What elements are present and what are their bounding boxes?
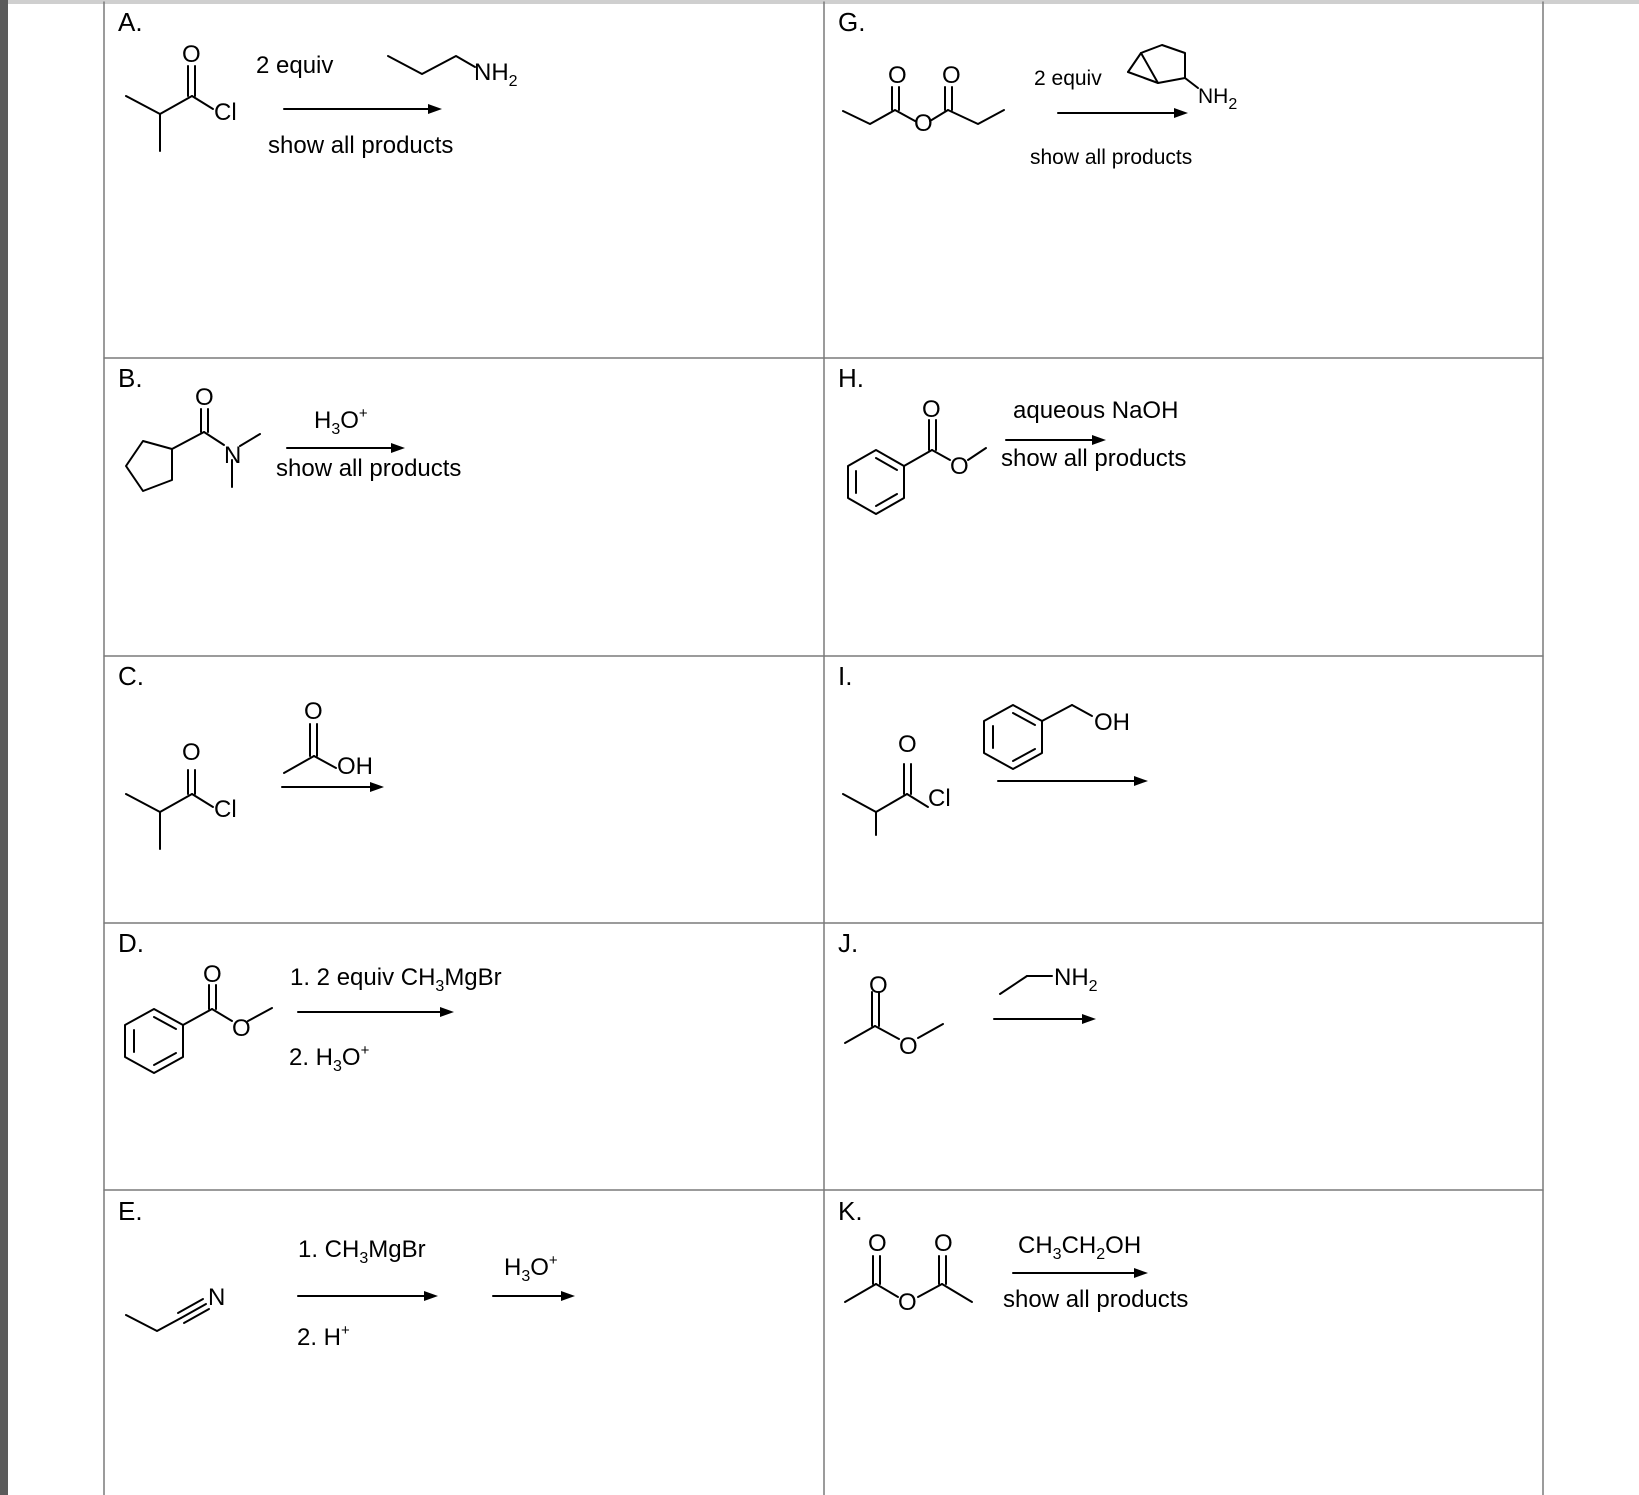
problem-k bbox=[838, 1196, 1188, 1316]
step-two: 2. $H_3O^+$ bbox=[289, 1042, 370, 1075]
problem-label: I. bbox=[838, 661, 853, 691]
reaction-arrow bbox=[282, 782, 384, 792]
structure-methyl-benzoate bbox=[848, 396, 986, 514]
atom-nitrogen: N bbox=[208, 1284, 226, 1311]
reaction-arrow bbox=[1058, 108, 1188, 118]
reaction-arrow bbox=[298, 1007, 454, 1017]
problem-g bbox=[838, 7, 1237, 169]
reaction-arrow bbox=[284, 104, 442, 114]
structure-isobutyryl-chloride bbox=[126, 41, 237, 151]
problem-label: D. bbox=[118, 928, 144, 958]
reaction-arrow bbox=[287, 443, 405, 453]
structure-acetic-acid bbox=[284, 698, 373, 780]
structure-methyl-acetate bbox=[845, 972, 943, 1060]
problem-d bbox=[118, 928, 502, 1075]
reaction-arrow bbox=[994, 1014, 1096, 1024]
condition-text: show all products bbox=[268, 132, 454, 159]
atom-oxygen: O bbox=[899, 1033, 918, 1060]
reaction-arrow bbox=[298, 1291, 438, 1301]
atom-oxygen: O bbox=[195, 384, 214, 411]
problem-label: K. bbox=[838, 1196, 863, 1226]
problem-label: E. bbox=[118, 1196, 143, 1226]
problem-label: J. bbox=[838, 928, 859, 958]
structure-isobutyryl-chloride bbox=[126, 739, 237, 849]
reaction-arrow-two bbox=[493, 1291, 575, 1301]
atom-nitrogen: N bbox=[224, 442, 242, 469]
reagent-hydronium: $H_3O^+$ bbox=[504, 1252, 558, 1285]
atom-oxygen: O bbox=[888, 62, 907, 89]
structure-acetic-anhydride bbox=[845, 1230, 972, 1316]
problem-i bbox=[838, 661, 1148, 835]
structure-propionitrile bbox=[126, 1284, 225, 1331]
problem-label: C. bbox=[118, 661, 144, 691]
problem-label: A. bbox=[118, 7, 143, 37]
atom-hydroxyl: OH bbox=[1094, 709, 1130, 736]
condition-text: show all products bbox=[1030, 146, 1193, 169]
problem-e bbox=[118, 1196, 575, 1351]
structure-ethylamine bbox=[1000, 964, 1098, 995]
problem-label: G. bbox=[838, 7, 866, 37]
problem-b bbox=[118, 363, 461, 491]
reaction-arrow bbox=[998, 776, 1148, 786]
amine-nh: $NH_2$ bbox=[474, 59, 518, 90]
structure-propylamine bbox=[388, 56, 518, 90]
reagent-amount: 2 equiv bbox=[1034, 67, 1102, 90]
atom-oxygen: O bbox=[922, 396, 941, 423]
reagent-hydronium: $H_3O^+$ bbox=[314, 405, 368, 438]
structure-methyl-benzoate bbox=[125, 961, 272, 1073]
problem-c bbox=[118, 661, 384, 849]
problem-a bbox=[118, 7, 518, 159]
problem-h bbox=[838, 363, 1186, 514]
structure-cyclopentylamine bbox=[1128, 45, 1237, 113]
atom-hydroxyl: OH bbox=[337, 753, 373, 780]
reagent-amount: 2 equiv bbox=[256, 52, 334, 79]
condition-text: show all products bbox=[1001, 445, 1187, 472]
atom-oxygen: O bbox=[942, 62, 961, 89]
step-one: 1. 2 equiv $CH_3MgBr$ bbox=[290, 964, 502, 995]
structure-isobutyryl-chloride bbox=[843, 731, 951, 835]
step-two: 2. H+ bbox=[297, 1322, 350, 1351]
amine-nh: $NH_2$ bbox=[1198, 85, 1238, 113]
structure-cyclopentyl-dimethylamide bbox=[126, 384, 260, 491]
reagent-text: aqueous NaOH bbox=[1013, 397, 1179, 424]
atom-chlorine: Cl bbox=[928, 785, 951, 812]
structure-benzyl-alcohol bbox=[984, 705, 1130, 769]
problem-label: B. bbox=[118, 363, 143, 393]
atom-chlorine: Cl bbox=[214, 796, 237, 823]
atom-oxygen: O bbox=[950, 453, 969, 480]
problem-label: H. bbox=[838, 363, 864, 393]
reaction-arrow bbox=[1013, 1268, 1148, 1278]
reaction-arrow bbox=[1006, 435, 1106, 445]
atom-oxygen: O bbox=[898, 1289, 917, 1316]
atom-oxygen: O bbox=[203, 961, 222, 988]
atom-oxygen: O bbox=[898, 731, 917, 758]
atom-oxygen: O bbox=[182, 739, 201, 766]
reagent-ethanol: $CH_3CH_2OH$ bbox=[1018, 1232, 1142, 1263]
step-one: 1. $CH_3MgBr$ bbox=[298, 1236, 426, 1267]
atom-oxygen: O bbox=[232, 1015, 251, 1042]
atom-oxygen: O bbox=[869, 972, 888, 999]
atom-oxygen: O bbox=[868, 1230, 887, 1257]
condition-text: show all products bbox=[1003, 1286, 1189, 1313]
amine-nh: $NH_2$ bbox=[1054, 964, 1098, 995]
atom-oxygen: O bbox=[304, 698, 323, 725]
structure-propanoic-anhydride bbox=[843, 62, 1004, 137]
atom-oxygen: O bbox=[182, 41, 201, 68]
table-grid bbox=[104, 2, 1543, 1495]
atom-oxygen: O bbox=[934, 1230, 953, 1257]
atom-chlorine: Cl bbox=[214, 99, 237, 126]
atom-oxygen: O bbox=[914, 110, 933, 137]
problem-j bbox=[838, 928, 1098, 1060]
condition-text: show all products bbox=[276, 455, 462, 482]
